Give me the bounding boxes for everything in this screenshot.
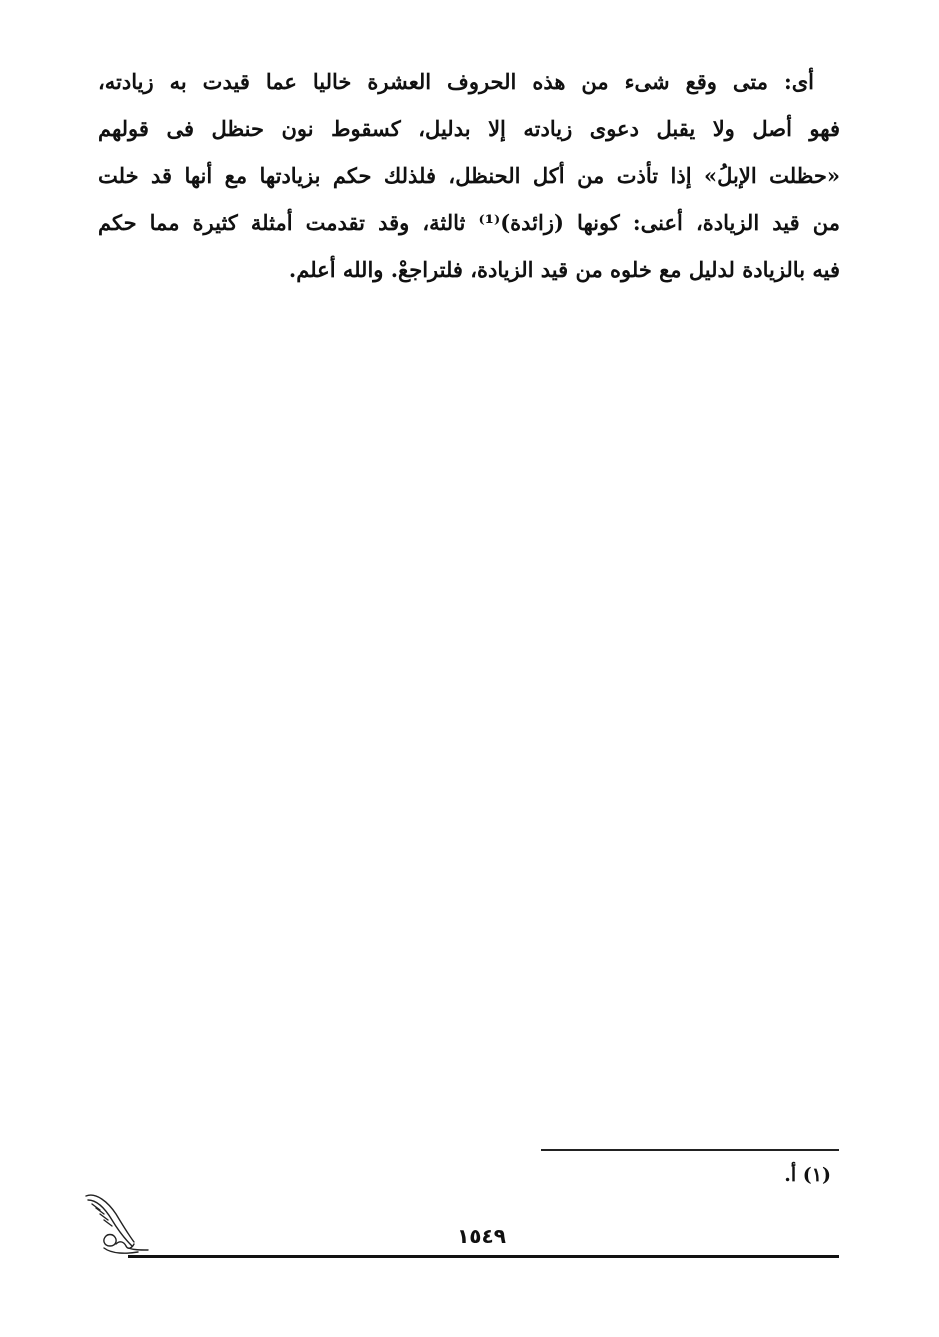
text-line-2: فهو أصل ولا يقبل دعوى زيادته إلا بدليل، كسقوط نون حنظل فى قولهم: [98, 116, 840, 141]
footnote-separator: [541, 1149, 839, 1151]
text-line-4: من قيد الزيادة، أعنى: كونها (زائدة)⁽¹⁾ ثالثة، وقد تقدمت أمثلة كثيرة مما حكم: [98, 210, 840, 235]
text-line-5: فيه بالزيادة لدليل مع خلوه من قيد الزيادة، فلتراجعْ. والله أعلم.: [288, 257, 840, 282]
text-line-1: أى: متى وقع شىء من هذه الحروف العشرة خاليا عما قيدت به زيادته،: [98, 69, 814, 94]
footnote: (١) أ.: [784, 1164, 831, 1186]
page-number: ١٥٤٩: [457, 1224, 506, 1248]
bottom-rule: [128, 1255, 839, 1258]
text-line-3: «حظلت الإبلُ» إذا تأذت من أكل الحنظل، فلذلك حكم بزيادتها مع أنها قد خلت: [98, 163, 840, 188]
main-text: [98, 58, 840, 293]
